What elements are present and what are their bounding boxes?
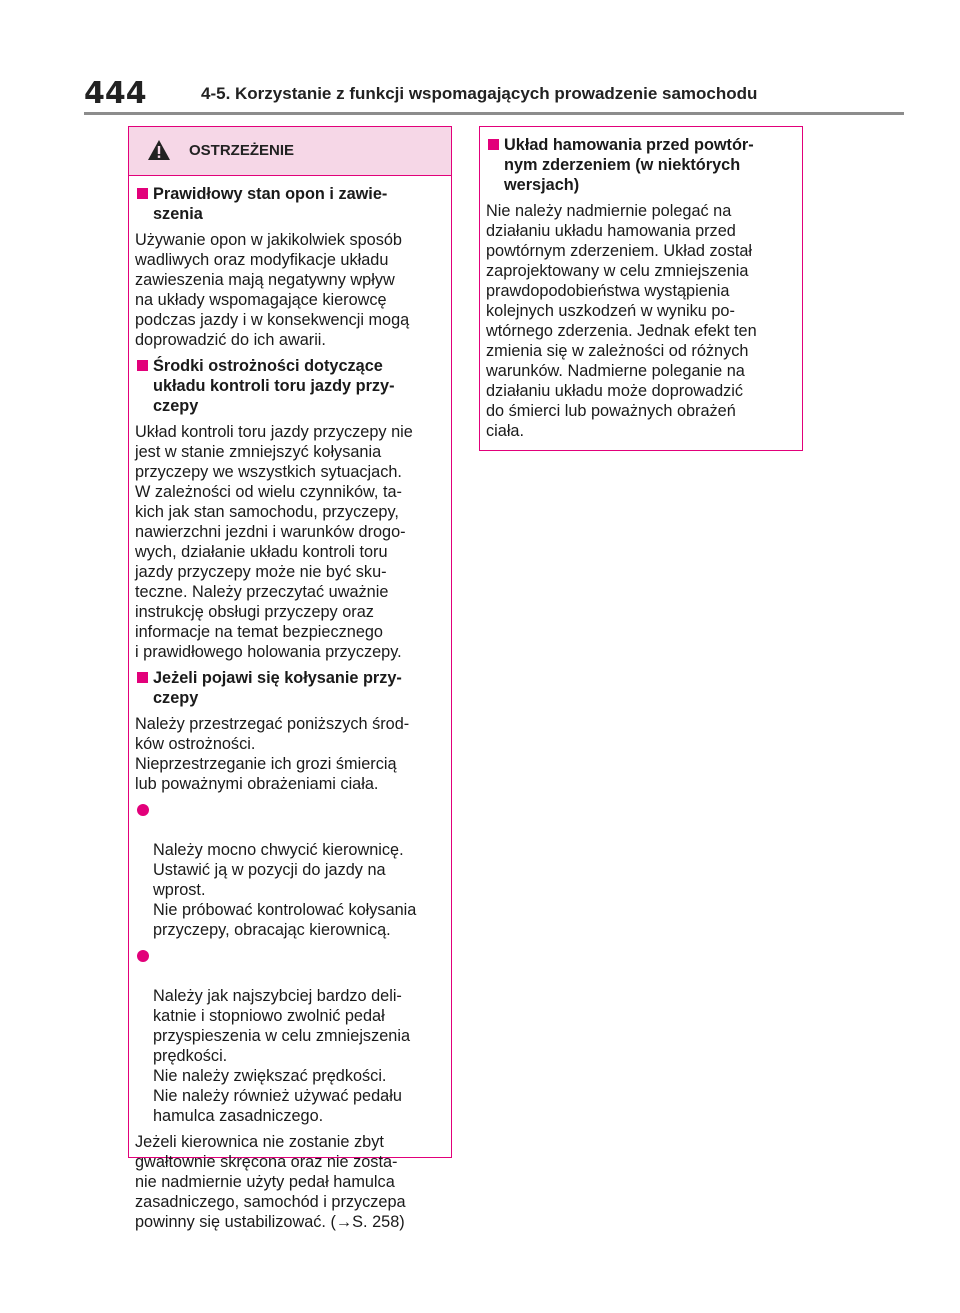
section-paragraph: Należy przestrzegać poniższych środ- ków ostrożności. Nieprzestrzeganie ich grozi śmiercią lub poważnymi obrażeniami ciała.	[135, 715, 410, 793]
page-header	[84, 78, 904, 118]
square-bullet-icon	[137, 188, 148, 199]
header-divider	[84, 112, 904, 115]
warning-content	[129, 176, 451, 1232]
section-heading	[135, 184, 445, 224]
section-paragraph: Nie należy nadmiernie polegać na działaniu układu hamowania przed powtórnym zderzeniem. Układ został zaprojektowany w celu zmniejszenia prawdopodobieństwa wystąpienia kolejnych uszkodzeń w wyniku po- wtórnego zderzenia. Jednak efekt ten zmienia się w zależności od różnych warunków. Nadmierne poleganie na działaniu układu może doprowadzić do śmierci lub poważnych obrażeń ciała.	[486, 202, 757, 440]
warning-content-continued	[480, 127, 802, 441]
section-heading	[486, 135, 796, 195]
section-heading-text: Prawidłowy stan opon i zawie- szenia	[153, 185, 388, 223]
section-paragraph: Układ kontroli toru jazdy przyczepy nie jest w stanie zmniejszyć kołysania przyczepy we wszystkich sytuacjach. W zależności od wielu czynników, ta- kich jak stan samochodu, przyczepy, nawierzchni jezdni i warunków drogo- wych, działanie układu kontroli toru jazdy przyczepy może nie być sku- teczne. Należy przeczytać uważnie instrukcję obsługi przyczepy oraz informacje na temat bezpiecznego i prawidłowego holowania przyczepy.	[135, 423, 413, 661]
square-bullet-icon	[488, 139, 499, 150]
warning-box-continued	[479, 126, 803, 451]
section-heading-text: Środki ostrożności dotyczące układu kontroli toru jazdy przy- czepy	[153, 357, 395, 415]
list-item-text: Należy jak najszybciej bardzo deli- katnie i stopniowo zwolnić pedał przyspieszenia w celu zmniejszenia prędkości. Nie należy zwiększać prędkości. Nie należy również używać pedału hamulca zasadniczego.	[153, 987, 410, 1125]
chapter-title: 4-5. Korzystanie z funkcji wspomagających prowadzenie samochodu	[201, 84, 758, 103]
section-heading	[135, 668, 445, 708]
warning-triangle-icon	[147, 139, 171, 161]
section-heading	[135, 356, 445, 416]
warning-box	[128, 126, 452, 1231]
section-heading-text: Układ hamowania przed powtór- nym zderzeniem (w niektórych wersjach)	[504, 136, 754, 194]
section-heading-text: Jeżeli pojawi się kołysanie przy- czepy	[153, 669, 402, 707]
list-item	[135, 800, 445, 940]
list-item-text: Należy mocno chwycić kierownicę. Ustawić ją w pozycji do jazdy na wprost. Nie próbować kontrolować kołysania przyczepy, obracając kierownicą.	[153, 841, 417, 939]
circle-bullet-icon	[137, 804, 149, 816]
square-bullet-icon	[137, 360, 148, 371]
list-item	[135, 946, 445, 1126]
warning-title: OSTRZEŻENIE	[189, 142, 295, 159]
square-bullet-icon	[137, 672, 148, 683]
page-number: 444	[84, 76, 147, 111]
circle-bullet-icon	[137, 950, 149, 962]
warning-header	[129, 127, 451, 176]
section-paragraph: Używanie opon w jakikolwiek sposób wadliwych oraz modyfikacje układu zawieszenia mają negatywny wpływ na układy wspomagające kierowcę podczas jazdy i w konsekwencji mogą doprowadzić do ich awarii.	[135, 231, 410, 349]
closing-paragraph: Jeżeli kierownica nie zostanie zbyt gwałtownie skręcona oraz nie zosta- nie nadmiernie użyty pedał hamulca zasadniczego, samochód i przyczepa powinny się ustabilizować. (→S. 258)	[135, 1133, 406, 1231]
